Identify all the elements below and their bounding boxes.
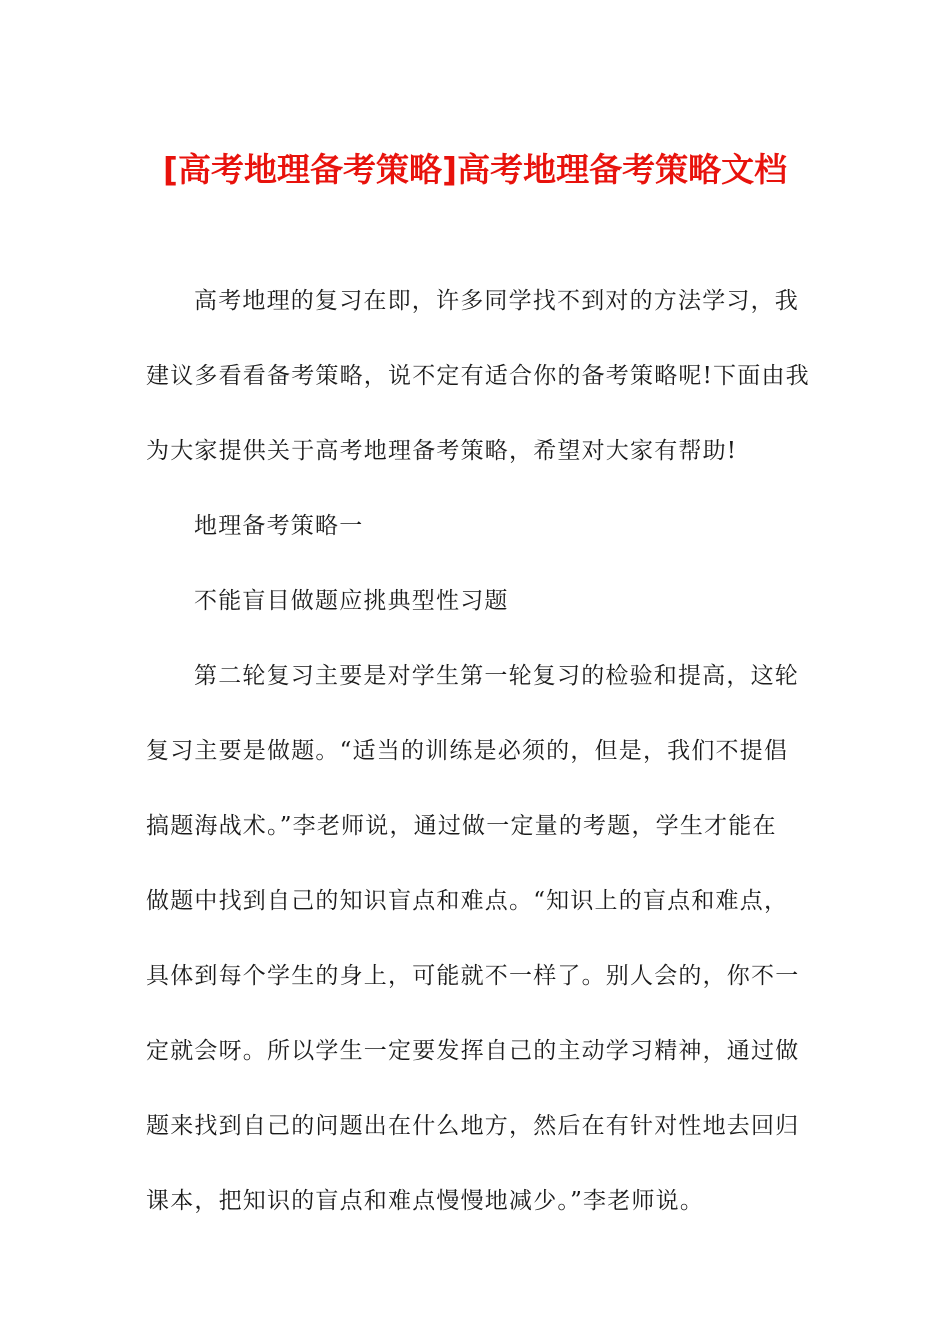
paragraph-line: 搞题海战术。”李老师说，通过做一定量的考题，学生才能在 (146, 813, 777, 839)
paragraph-line: 题来找到自己的问题出在什么地方，然后在有针对性地去回归 (146, 1113, 800, 1139)
paragraph-line: 高考地理的复习在即，许多同学找不到对的方法学习，我 (194, 288, 799, 314)
paragraph-line: 为大家提供关于高考地理备考策略，希望对大家有帮助! (146, 438, 738, 464)
section-heading: 地理备考策略一 (194, 513, 364, 539)
paragraph-line: 第二轮复习主要是对学生第一轮复习的检验和提高，这轮 (194, 663, 799, 689)
document-title: [高考地理备考策略]高考地理备考策略文档 (162, 150, 788, 189)
paragraph-line: 定就会呀。所以学生一定要发挥自己的主动学习精神，通过做 (146, 1038, 800, 1064)
paragraph-line: 建议多看看备考策略，说不定有适合你的备考策略呢!下面由我 (146, 363, 810, 389)
paragraph-line: 具体到每个学生的身上，可能就不一样了。别人会的，你不一 (146, 963, 800, 989)
document-body (146, 278, 810, 1253)
paragraph-line: 课本，把知识的盲点和难点慢慢地减少。”李老师说。 (146, 1188, 705, 1214)
section-subheading: 不能盲目做题应挑典型性习题 (194, 588, 509, 614)
paragraph-line: 复习主要是做题。“适当的训练是必须的，但是，我们不提倡 (146, 738, 789, 764)
paragraph-line: 做题中找到自己的知识盲点和难点。“知识上的盲点和难点， (146, 888, 789, 914)
